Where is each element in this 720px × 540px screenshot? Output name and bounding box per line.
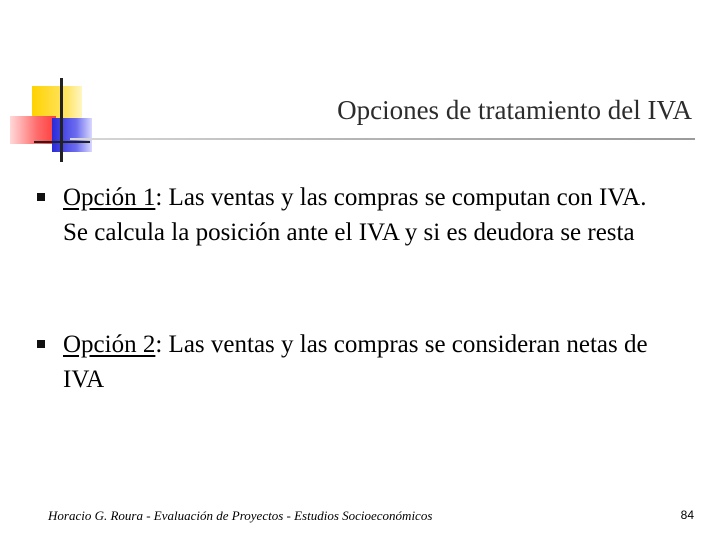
option-description-2: : Las ventas y las compras se consideran netas de IVA (63, 331, 648, 393)
option-label-2: Opción 2 (63, 331, 156, 358)
decorative-logo (0, 0, 110, 170)
option-description-1: : Las ventas y las compras se computan con IVA. Se calcula la posición ante el IVA y si es deudora se resta (63, 184, 647, 246)
option-label-1: Opción 1 (63, 184, 156, 211)
page-number: 84 (680, 508, 694, 522)
slide-title: Opciones de tratamiento del IVA (337, 95, 692, 125)
bullet-item-2 (37, 327, 677, 397)
logo-horizontal-line (34, 141, 90, 143)
square-bullet-icon (37, 193, 45, 201)
title-underline-rule (70, 138, 695, 140)
slide-footer: Horacio G. Roura - Evaluación de Proyectos - Estudios Socioeconómicos (48, 508, 433, 523)
square-bullet-icon (37, 340, 45, 348)
logo-red-block (10, 116, 56, 144)
bullet-text-1 (63, 180, 677, 250)
logo-yellow-block (32, 86, 82, 118)
bullet-text-2 (63, 327, 677, 397)
logo-vertical-line (60, 78, 63, 162)
bullet-item-1 (37, 180, 677, 250)
logo-blue-block (52, 118, 92, 152)
